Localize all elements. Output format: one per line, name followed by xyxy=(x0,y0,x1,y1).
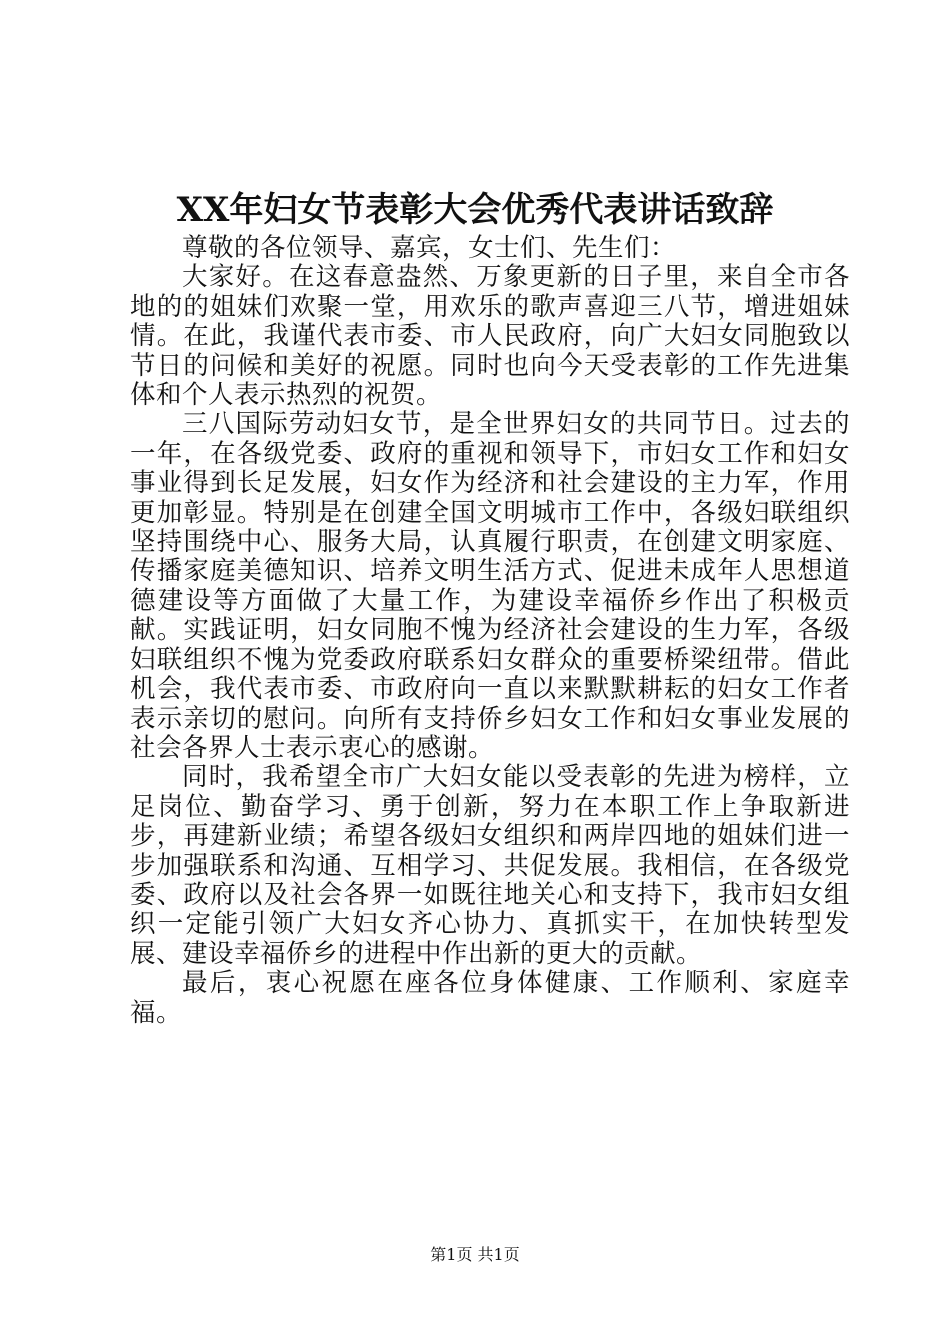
document-body xyxy=(130,234,850,1028)
document-title: XX年妇女节表彰大会优秀代表讲话致辞 xyxy=(176,190,774,230)
hopes-paragraph: 同时，我希望全市广大妇女能以受表彰的先进为榜样，立足岗位、勤奋学习、勇于创新，努力在本职工作上争取新进步，再建新业绩；希望各级妇女组织和两岸四地的姐妹们进一步加强联系和沟通、互相学习、共促发展。我相信，在各级党委、政府以及社会各界一如既往地关心和支持下，我市妇女组织一定能引领广大妇女齐心协力、真抓实干，在加快转型发展、建设幸福侨乡的进程中作出新的更大的贡献。 xyxy=(130,762,850,969)
salutation-paragraph: 尊敬的各位领导、嘉宾，女士们、先生们： xyxy=(182,233,677,263)
page-footer: 第1页 共1页 xyxy=(430,1245,520,1264)
closing-paragraph: 最后，衷心祝愿在座各位身体健康、工作顺利、家庭幸福。 xyxy=(130,968,850,1028)
greeting-paragraph: 大家好。在这春意盎然、万象更新的日子里，来自全市各地的的姐妹们欢聚一堂，用欢乐的歌声喜迎三八节，增进姐妹情。在此，我谨代表市委、市人民政府，向广大妇女同胞致以节日的问候和美好的祝愿。同时也向今天受表彰的工作先进集体和个人表示热烈的祝贺。 xyxy=(130,262,850,411)
achievements-paragraph: 三八国际劳动妇女节，是全世界妇女的共同节日。过去的一年，在各级党委、政府的重视和领导下，市妇女工作和妇女事业得到长足发展，妇女作为经济和社会建设的主力军，作用更加彰显。特别是在创建全国文明城市工作中，各级妇联组织坚持围绕中心、服务大局，认真履行职责，在创建文明家庭、传播家庭美德知识、培养文明生活方式、促进未成年人思想道德建设等方面做了大量工作，为建设幸福侨乡作出了积极贡献。实践证明，妇女同胞不愧为经济社会建设的生力军，各级妇联组织不愧为党委政府联系妇女群众的重要桥梁纽带。借此机会，我代表市委、市政府向一直以来默默耕耘的妇女工作者表示亲切的慰问。向所有支持侨乡妇女工作和妇女事业发展的社会各界人士表示衷心的感谢。 xyxy=(130,409,850,763)
